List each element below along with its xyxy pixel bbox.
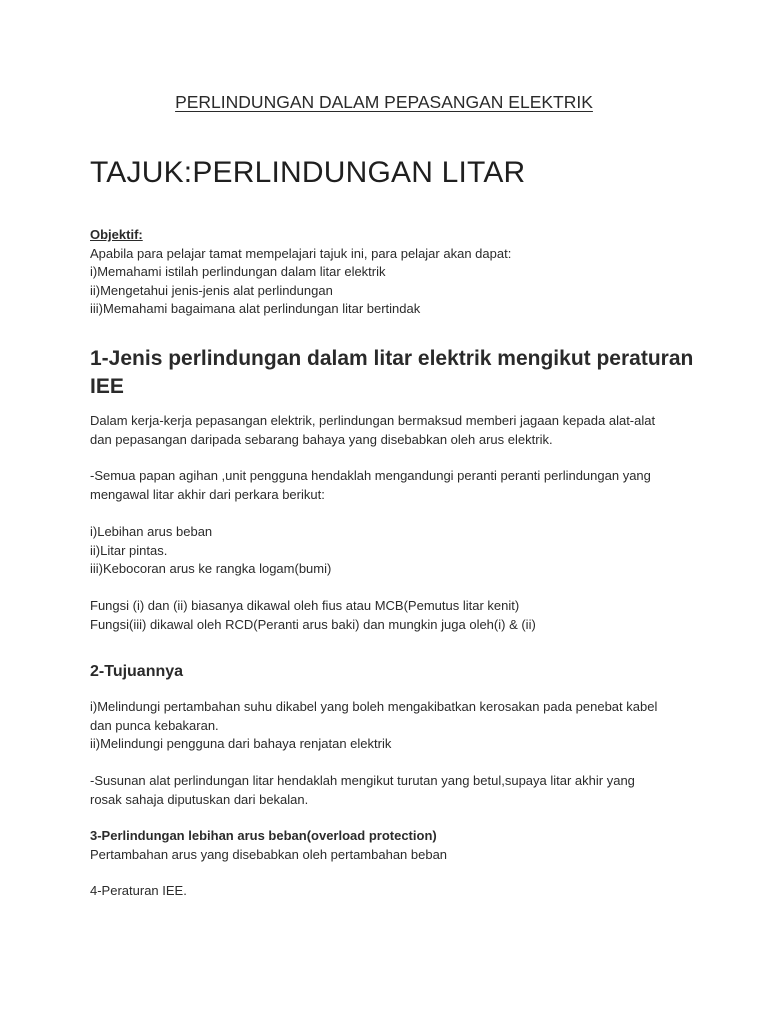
paragraph-line: ii)Melindungi pengguna dari bahaya renjatan elektrik bbox=[90, 736, 392, 751]
paragraph-line: -Susunan alat perlindungan litar hendaklah mengikut turutan yang betul,supaya litar akhir yang bbox=[90, 773, 635, 788]
section4-block bbox=[90, 882, 690, 901]
section1-rule bbox=[90, 467, 690, 504]
list-item: i)Lebihan arus beban bbox=[90, 524, 213, 539]
objective-line: Apabila para pelajar tamat mempelajari tajuk ini, para pelajar akan dapat: bbox=[90, 245, 512, 261]
list-item: iii)Kebocoran arus ke rangka logam(bumi) bbox=[90, 561, 332, 576]
section1-intro bbox=[90, 412, 690, 449]
paragraph-line: dan pepasangan daripada sebarang bahaya yang disebabkan oleh arus elektrik. bbox=[90, 431, 553, 447]
objective-line: iii)Memahami bagaimana alat perlindungan litar bertindak bbox=[90, 301, 421, 316]
objective-label: Objektif: bbox=[90, 227, 143, 242]
paragraph-line: mengawal litar akhir dari perkara berikut: bbox=[90, 486, 325, 502]
section3-block bbox=[90, 827, 690, 864]
document-title: PERLINDUNGAN DALAM PEPASANGAN ELEKTRIK bbox=[175, 92, 593, 112]
section4-line: 4-Peraturan IEE. bbox=[90, 883, 187, 898]
section1-functions bbox=[90, 597, 690, 634]
section2-purpose bbox=[90, 698, 690, 754]
paragraph-line: -Semua papan agihan ,unit pengguna hendaklah mengandungi peranti peranti perlindungan yang bbox=[90, 468, 651, 483]
section2-heading: 2-Tujuannya bbox=[90, 663, 184, 680]
section2-arrangement bbox=[90, 772, 690, 809]
paragraph-line: i)Melindungi pertambahan suhu dikabel yang boleh mengakibatkan kerosakan pada penebat kabel bbox=[90, 699, 658, 714]
section1-heading: 1-Jenis perlindungan dalam litar elektrik mengikut peraturan IEE bbox=[90, 347, 694, 398]
list-item: ii)Litar pintas. bbox=[90, 542, 168, 558]
paragraph-line: Fungsi (i) dan (ii) biasanya dikawal oleh fius atau MCB(Pemutus litar kenit) bbox=[90, 598, 520, 613]
paragraph-line: Fungsi(iii) dikawal oleh RCD(Peranti arus baki) dan mungkin juga oleh(i) & (ii) bbox=[90, 616, 536, 632]
paragraph-line: Pertambahan arus yang disebabkan oleh pertambahan beban bbox=[90, 846, 448, 862]
objective-line: i)Memahami istilah perlindungan dalam litar elektrik bbox=[90, 264, 386, 279]
paragraph-line: rosak sahaja diputuskan dari bekalan. bbox=[90, 791, 309, 807]
paragraph-line: dan punca kebakaran. bbox=[90, 717, 219, 733]
section1-list bbox=[90, 523, 690, 579]
topic-heading: TAJUK:PERLINDUNGAN LITAR bbox=[90, 156, 526, 189]
section3-heading: 3-Perlindungan lebihan arus beban(overload protection) bbox=[90, 828, 437, 843]
objective-block bbox=[90, 226, 690, 319]
objective-line: ii)Mengetahui jenis-jenis alat perlindungan bbox=[90, 282, 333, 298]
paragraph-line: Dalam kerja-kerja pepasangan elektrik, perlindungan bermaksud memberi jagaan kepada alat-alat bbox=[90, 413, 656, 428]
